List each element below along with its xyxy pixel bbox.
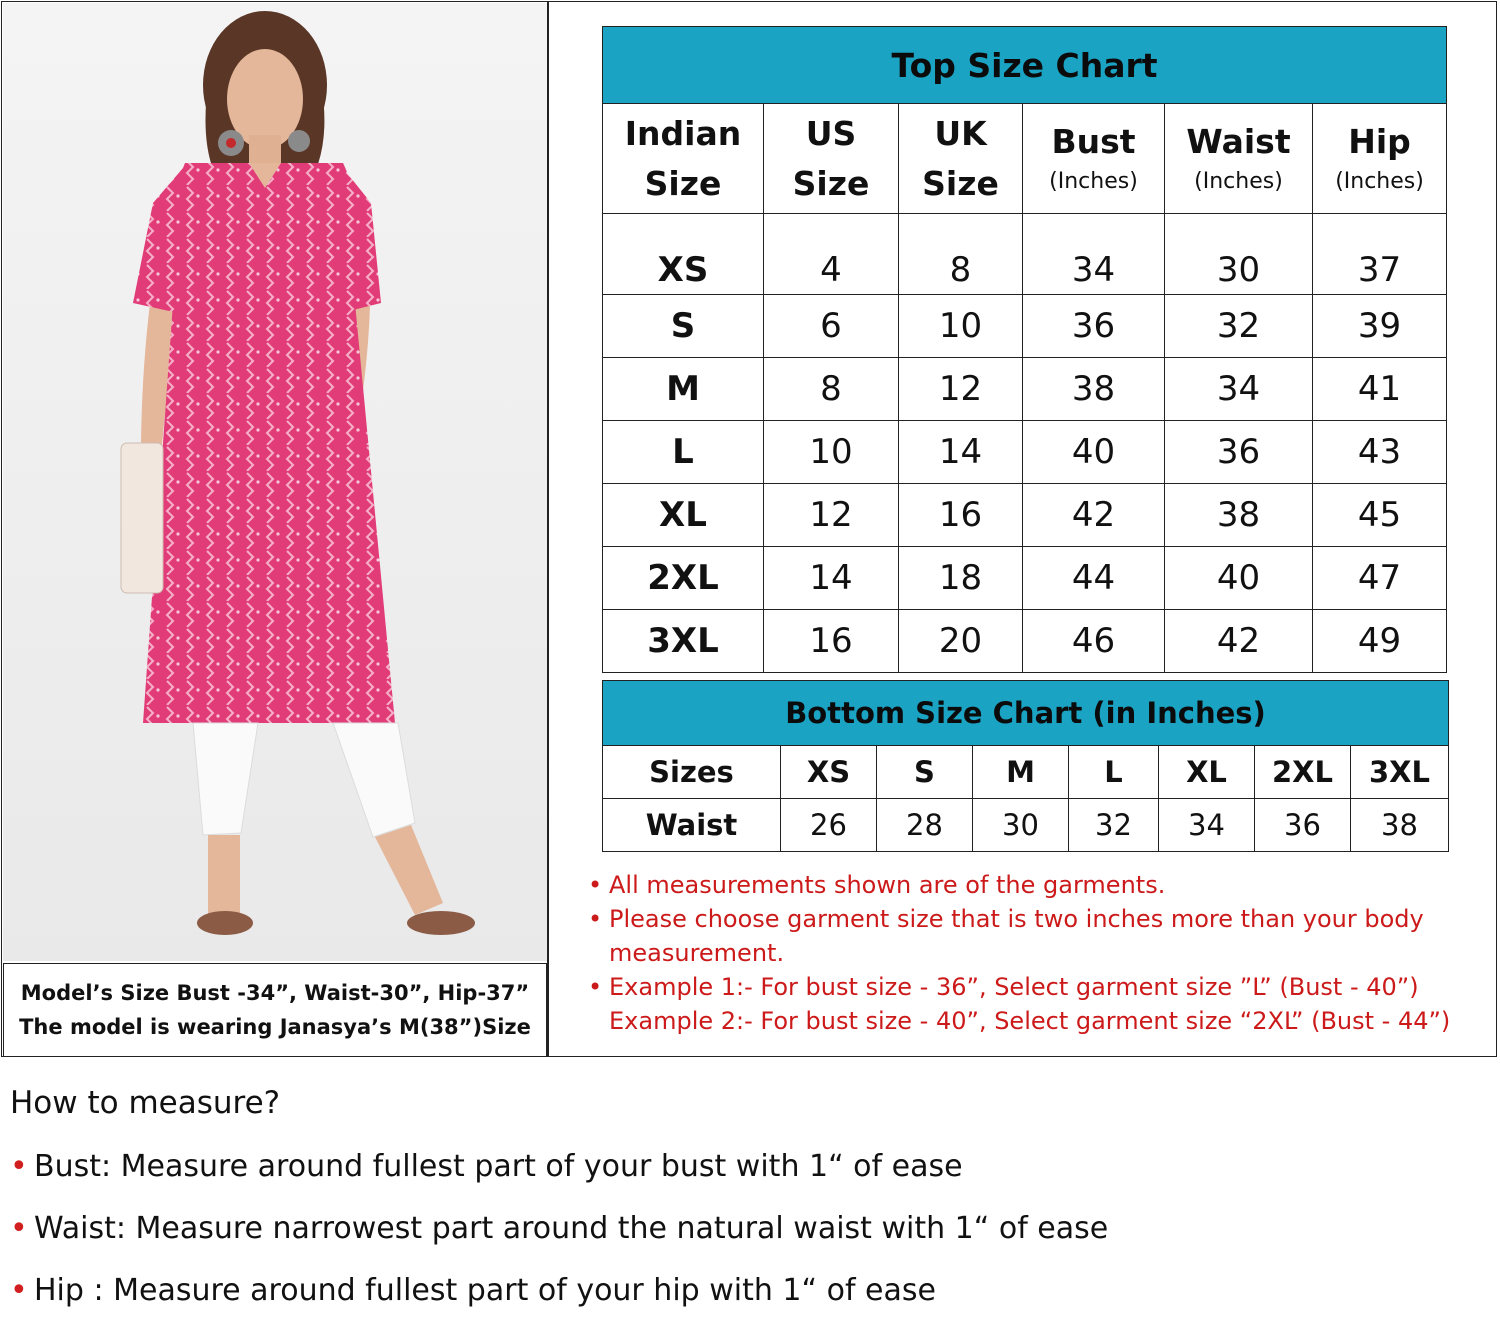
header-indian-size: Indian Size — [603, 104, 764, 214]
table-row — [603, 799, 1449, 852]
table-row — [603, 358, 1447, 421]
table-cell: 3XL — [603, 610, 764, 673]
table-cell: XL — [1159, 746, 1255, 799]
header-hip: Hip (Inches) — [1313, 104, 1447, 214]
how-to-measure-title: How to measure? — [10, 1085, 281, 1121]
header-us-size: US Size — [764, 104, 899, 214]
table-cell: 30 — [1165, 214, 1313, 295]
note-text: Please choose garment size that is two inches more than your body — [609, 905, 1424, 933]
table-cell: 49 — [1313, 610, 1447, 673]
list-item — [588, 868, 1488, 902]
table-cell: 36 — [1023, 295, 1165, 358]
bottom-chart-title: Bottom Size Chart (in Inches) — [603, 681, 1449, 746]
table-row — [603, 295, 1447, 358]
list-item — [10, 1145, 1108, 1207]
table-cell: 32 — [1165, 295, 1313, 358]
bullet-icon: • — [588, 871, 603, 899]
bullet-icon: • — [10, 1149, 28, 1184]
table-cell: M — [603, 358, 764, 421]
measure-instructions — [10, 1145, 1108, 1331]
table-cell: 36 — [1255, 799, 1351, 852]
bullet-icon: • — [10, 1211, 28, 1246]
note-text: measurement. — [609, 939, 785, 967]
table-row — [603, 214, 1447, 295]
table-cell: 38 — [1351, 799, 1449, 852]
table-cell: M — [973, 746, 1069, 799]
table-cell: 28 — [877, 799, 973, 852]
table-cell: 8 — [899, 214, 1023, 295]
table-cell: 38 — [1165, 484, 1313, 547]
table-cell: 45 — [1313, 484, 1447, 547]
sizes-label: Sizes — [603, 746, 781, 799]
top-chart-header-row — [603, 104, 1447, 214]
table-cell: 47 — [1313, 547, 1447, 610]
list-item — [10, 1207, 1108, 1269]
header-bust: Bust (Inches) — [1023, 104, 1165, 214]
note-text: Example 1:- For bust size - 36”, Select garment size ”L” (Bust - 40”) — [609, 973, 1419, 1001]
list-item — [588, 902, 1488, 970]
top-chart-title: Top Size Chart — [603, 27, 1447, 104]
table-cell: 16 — [899, 484, 1023, 547]
bottom-size-chart — [602, 680, 1449, 852]
waist-instruction: Waist: Measure narrowest part around the natural waist with 1“ of ease — [34, 1211, 1109, 1246]
table-cell: 42 — [1165, 610, 1313, 673]
model-measurements: Model’s Size Bust -34”, Waist-30”, Hip-37” — [20, 981, 530, 1005]
table-cell: 37 — [1313, 214, 1447, 295]
table-cell: 10 — [899, 295, 1023, 358]
table-row — [603, 610, 1447, 673]
table-cell: 39 — [1313, 295, 1447, 358]
model-photo — [3, 3, 548, 961]
table-cell: 34 — [1159, 799, 1255, 852]
table-cell: 42 — [1023, 484, 1165, 547]
table-cell: 3XL — [1351, 746, 1449, 799]
table-cell: 34 — [1165, 358, 1313, 421]
model-panel — [3, 3, 547, 1055]
table-cell: 6 — [764, 295, 899, 358]
table-row — [603, 547, 1447, 610]
table-cell: S — [603, 295, 764, 358]
table-cell: L — [603, 421, 764, 484]
table-cell: 4 — [764, 214, 899, 295]
table-cell: XL — [603, 484, 764, 547]
table-cell: 32 — [1069, 799, 1159, 852]
table-cell: 2XL — [603, 547, 764, 610]
table-cell: 34 — [1023, 214, 1165, 295]
model-wearing-size: The model is wearing Janasya’s M(38”)Size — [19, 1015, 531, 1039]
table-cell: 26 — [781, 799, 877, 852]
table-cell: 46 — [1023, 610, 1165, 673]
header-uk-size: UK Size — [899, 104, 1023, 214]
table-cell: 44 — [1023, 547, 1165, 610]
note-text: Example 2:- For bust size - 40”, Select garment size “2XL” (Bust - 44”) — [609, 1007, 1451, 1035]
table-cell: 8 — [764, 358, 899, 421]
waist-label: Waist — [603, 799, 781, 852]
table-cell: 30 — [973, 799, 1069, 852]
table-cell: 16 — [764, 610, 899, 673]
list-item — [588, 970, 1488, 1038]
table-cell: 14 — [899, 421, 1023, 484]
table-cell: 2XL — [1255, 746, 1351, 799]
bullet-icon: • — [588, 973, 603, 1001]
bust-instruction: Bust: Measure around fullest part of your bust with 1“ of ease — [34, 1149, 963, 1184]
table-cell: 43 — [1313, 421, 1447, 484]
hip-instruction: Hip : Measure around fullest part of your hip with 1“ of ease — [34, 1273, 936, 1308]
table-cell: 38 — [1023, 358, 1165, 421]
table-cell: 12 — [764, 484, 899, 547]
table-cell: 40 — [1165, 547, 1313, 610]
table-row — [603, 746, 1449, 799]
measurement-notes — [588, 868, 1488, 1038]
bullet-icon: • — [10, 1273, 28, 1308]
table-cell: 18 — [899, 547, 1023, 610]
table-cell: 36 — [1165, 421, 1313, 484]
table-cell: XS — [781, 746, 877, 799]
table-cell: 40 — [1023, 421, 1165, 484]
table-row — [603, 421, 1447, 484]
table-cell: 14 — [764, 547, 899, 610]
header-waist: Waist (Inches) — [1165, 104, 1313, 214]
table-cell: 12 — [899, 358, 1023, 421]
table-cell: 10 — [764, 421, 899, 484]
table-row — [603, 484, 1447, 547]
bullet-icon: • — [588, 905, 603, 933]
table-cell: 41 — [1313, 358, 1447, 421]
table-cell: 20 — [899, 610, 1023, 673]
model-illustration — [3, 3, 547, 961]
note-text: All measurements shown are of the garments. — [609, 871, 1166, 899]
table-cell: L — [1069, 746, 1159, 799]
panel-divider — [547, 1, 549, 1057]
table-cell: S — [877, 746, 973, 799]
model-size-caption — [3, 963, 547, 1057]
list-item — [10, 1269, 1108, 1331]
table-cell: XS — [603, 214, 764, 295]
top-size-chart — [602, 26, 1447, 673]
